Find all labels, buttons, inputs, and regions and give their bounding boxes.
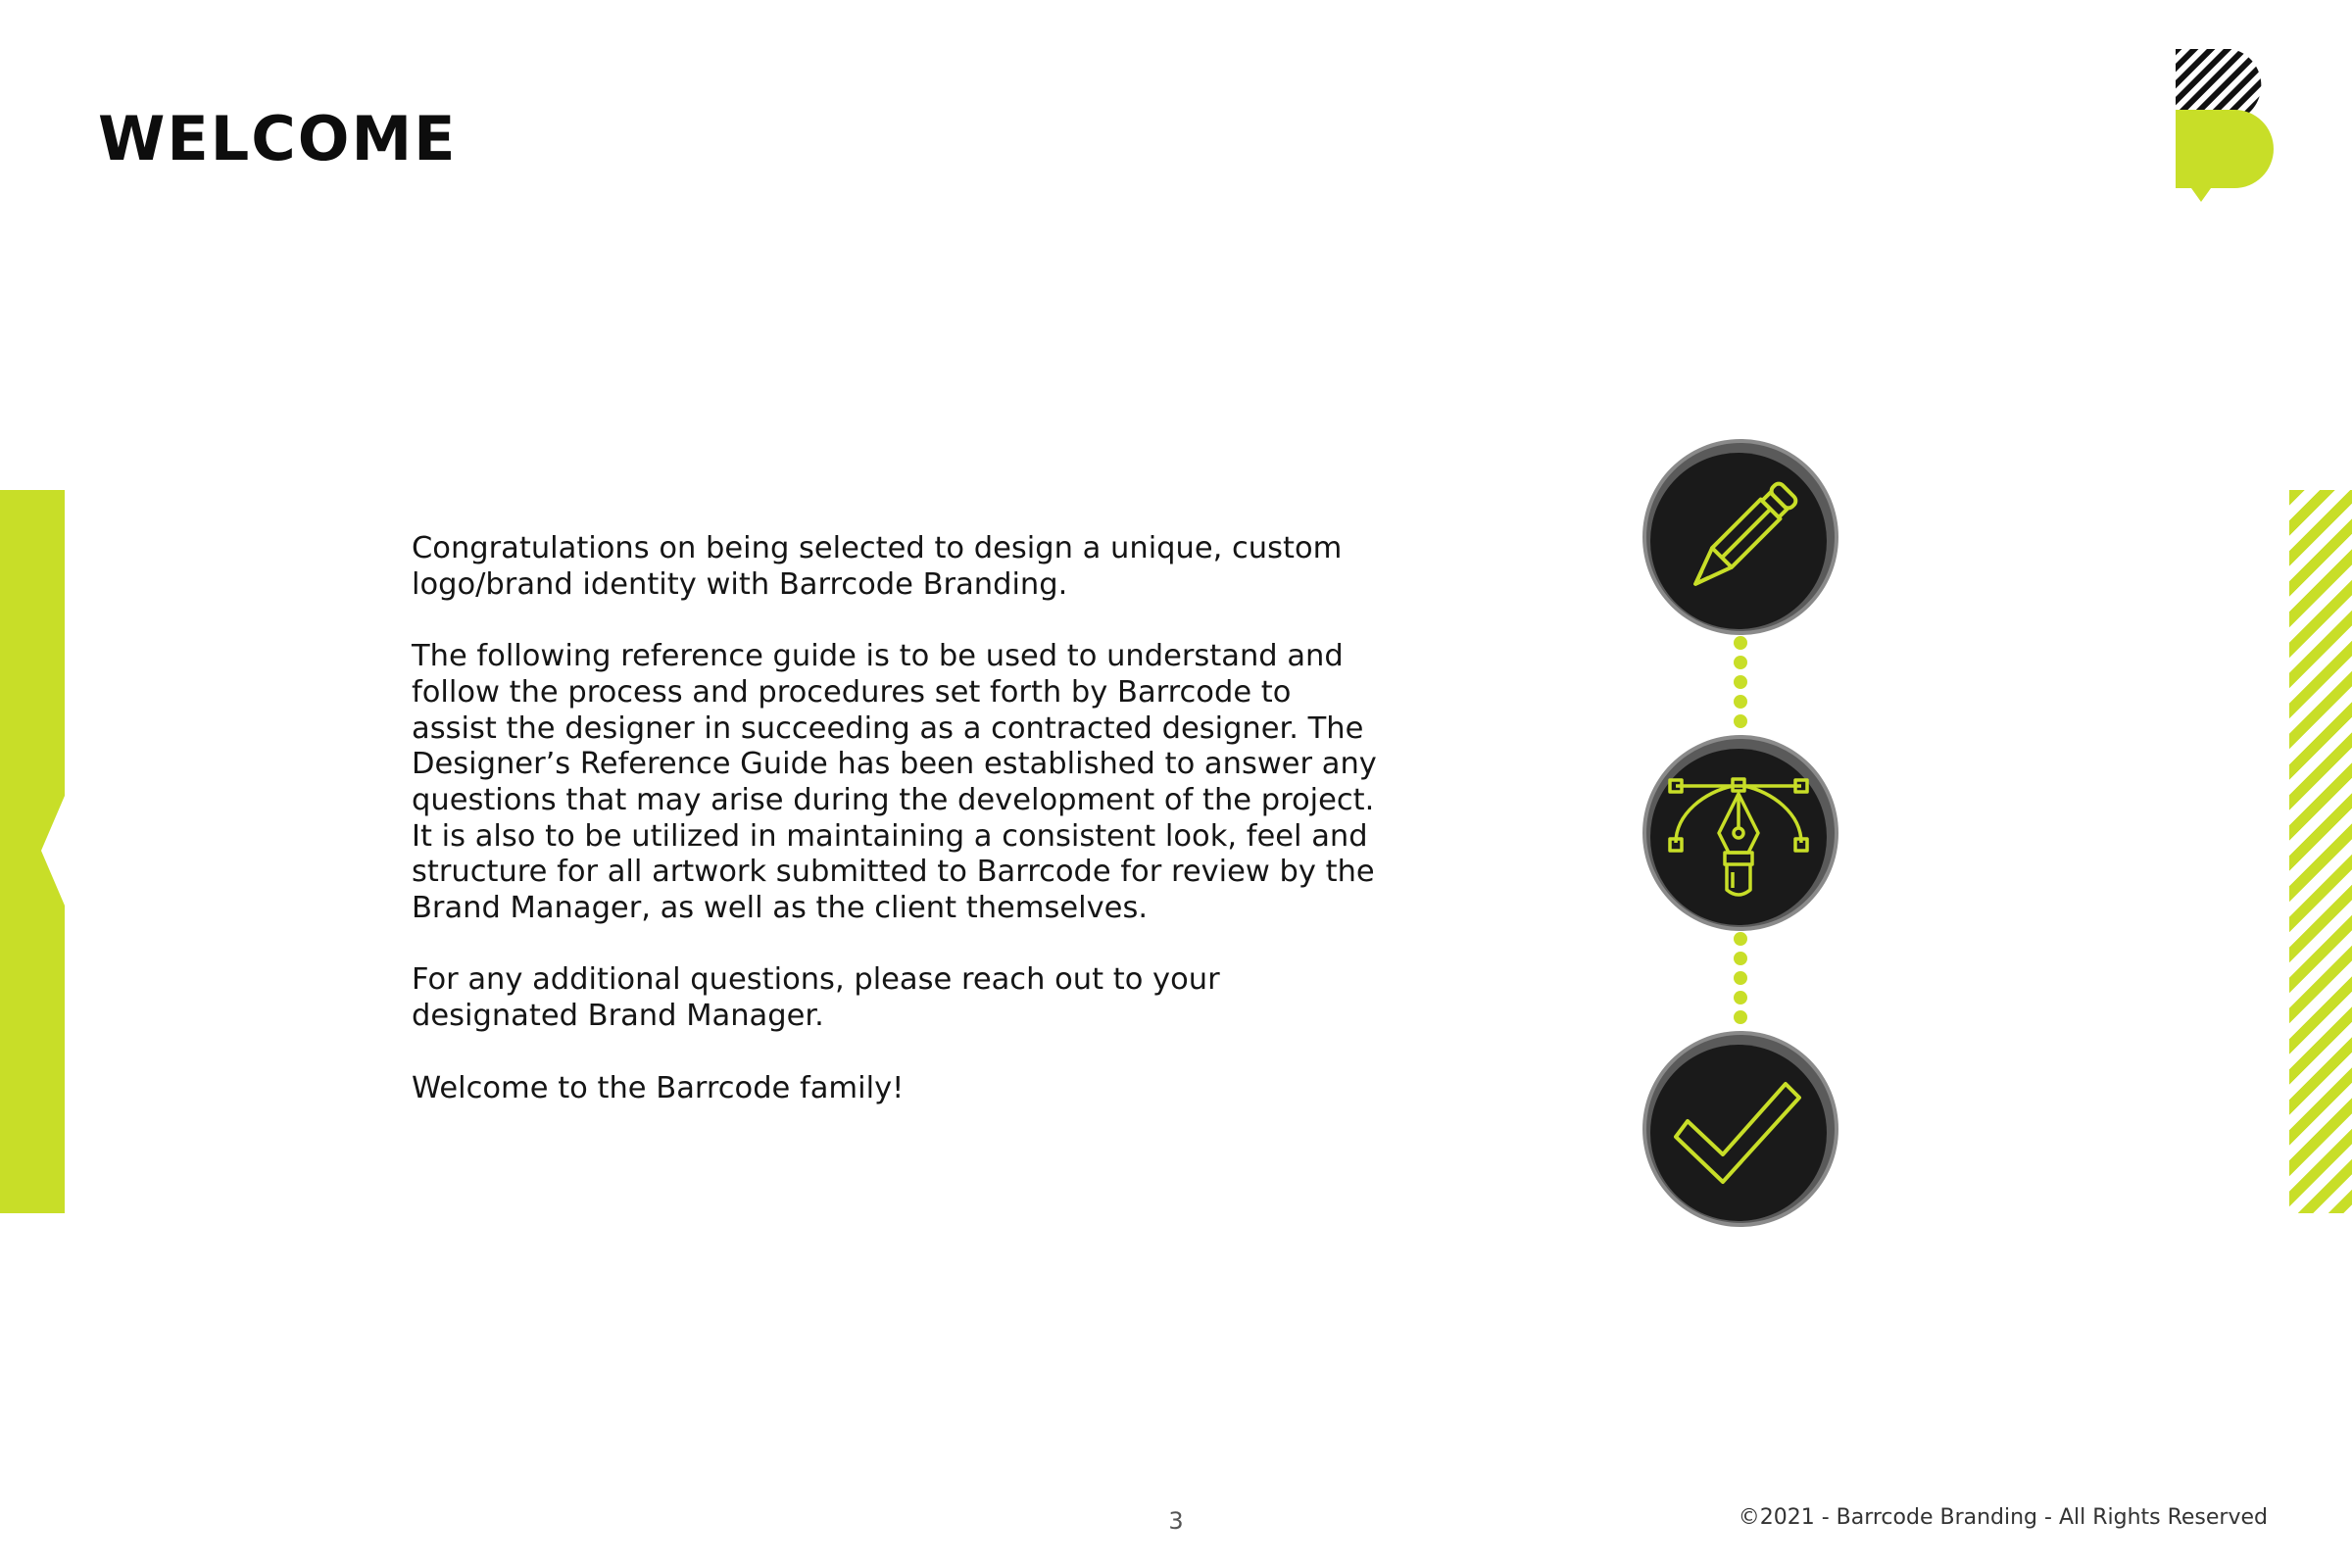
paragraph-closing: Welcome to the Barrcode family! [412, 1070, 905, 1105]
left-accent-bar [0, 490, 65, 1213]
dotted-connector-top [1734, 636, 1747, 728]
dotted-connector-bottom [1734, 932, 1747, 1024]
pen-tool-icon [1642, 735, 1838, 931]
pencil-icon [1642, 439, 1838, 635]
copyright-notice: ©2021 - Barrcode Branding - All Rights Reserved [1738, 1505, 2268, 1530]
welcome-body [412, 531, 1470, 1143]
paragraph-questions: For any additional questions, please reach out to your designated Brand Manager. [412, 962, 1220, 1034]
right-striped-accent [2289, 490, 2352, 1213]
process-icon-column [1637, 431, 1852, 1235]
page-number: 3 [1168, 1507, 1184, 1535]
page-title: WELCOME [98, 103, 458, 174]
paragraph-guide: The following reference guide is to be used to understand and follow the process and procedures set forth by Barrcode to assist the designer in succeeding as a contracted designer. The Designer’s Reference Guide has been established to answer any questions that may arise during the development of the project. It is also to be utilized in maintaining a consistent look, feel and structure for all artwork submitted to Barrcode for review by the Brand Manager, as well as the client themselves. [412, 639, 1377, 926]
checkmark-icon [1642, 1031, 1838, 1227]
paragraph-intro: Congratulations on being selected to design a unique, custom logo/brand identity with Barrcode Branding. [412, 531, 1343, 602]
barrcode-logo [2174, 49, 2281, 216]
